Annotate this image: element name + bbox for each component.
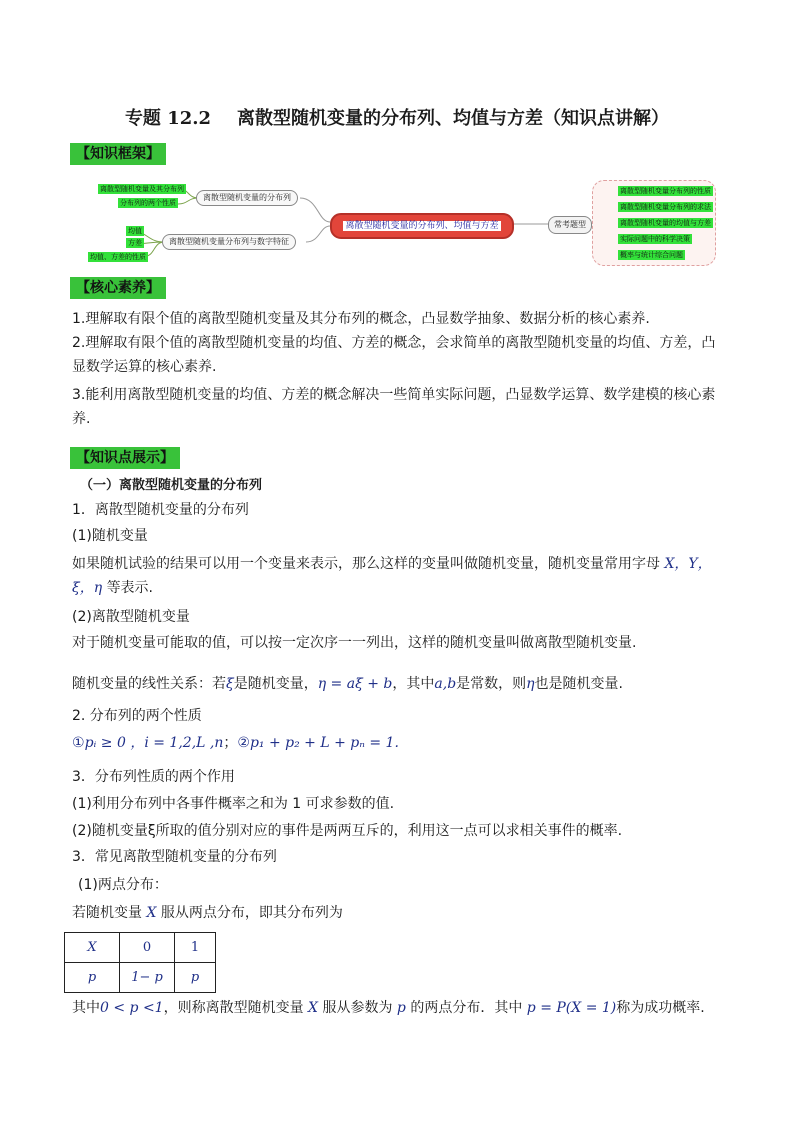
table-cell: 0	[120, 933, 175, 963]
two-point-intro	[72, 902, 343, 924]
def-X: X	[308, 1000, 319, 1016]
def-condition: 0 < p <1	[100, 1000, 164, 1016]
mind-map	[88, 176, 718, 270]
table-row	[65, 963, 216, 993]
mm-branch-2: 离散型随机变量分布列与数字特征	[162, 234, 296, 250]
use-1: (1)利用分布列中各事件概率之和为 1 可求参数的值.	[72, 796, 395, 812]
mm-leaf-3: 均值	[128, 227, 142, 235]
page-title	[0, 104, 794, 130]
prop1-formula: pᵢ ≥ 0 ，i = 1,2,L ,n	[84, 735, 224, 751]
distribution-table	[64, 932, 216, 993]
mm-leaf-2: 分布列的两个性质	[120, 199, 176, 207]
heading-1b: (2)离散型随机变量	[72, 609, 190, 625]
prop1-mark: ①	[72, 735, 85, 751]
heading-4a: (1)两点分布：	[78, 877, 168, 893]
title-text: 离散型随机变量的分布列、均值与方差（知识点讲解）	[237, 108, 670, 129]
def-text-a: 其中	[72, 1000, 100, 1016]
table-row	[65, 933, 216, 963]
section-literacy: 【核心素养】	[70, 277, 166, 299]
linear-text-b: 是随机变量，	[233, 676, 318, 692]
table-cell: 1	[175, 933, 216, 963]
sub-heading-1: （一）离散型随机变量的分布列	[80, 478, 263, 493]
def-text-e: 称为成功概率.	[616, 1000, 705, 1016]
para-discrete: 对于随机变量可能取的值，可以按一定次序一一列出，这样的随机变量叫做离散型随机变量.	[72, 635, 637, 651]
linear-text-e: 也是随机变量.	[534, 676, 623, 692]
linear-text-a: 随机变量的线性关系：若	[72, 676, 226, 692]
def-text-b: ，则称离散型随机变量	[163, 1000, 304, 1016]
mm-leaf-1: 离散型随机变量及其分布列	[100, 185, 184, 193]
heading-1: 1．离散型随机变量的分布列	[72, 502, 249, 518]
def-p: p	[396, 1000, 406, 1016]
literacy-2: 2.理解取有限个值的离散型随机变量的均值、方差的概念，会求简单的离散型随机变量的均值、方差，凸显数学运算的核心素养.	[72, 335, 716, 375]
properties-line	[72, 732, 399, 754]
two-point-X: X	[146, 905, 157, 921]
section-points: 【知识点展示】	[70, 447, 180, 469]
prop-separator: ；	[223, 735, 238, 751]
title-number: 专题 12.2	[124, 108, 212, 129]
linear-eta: η	[526, 676, 535, 692]
linear-text-d: 是常数，则	[456, 676, 527, 692]
table-cell: X	[65, 933, 120, 963]
prop2-mark: ②	[237, 735, 250, 751]
mm-exam-1: 离散型随机变量分布列的性质	[620, 187, 711, 195]
mm-exam-4: 实际问题中的科学决策	[620, 235, 690, 243]
def-eq: p = P(X = 1)	[526, 1000, 617, 1016]
linear-ab: a,b	[434, 676, 457, 692]
two-point-text-b: 服从两点分布，即其分布列为	[160, 905, 343, 921]
mm-leaf-4: 方差	[128, 239, 142, 247]
use-2: (2)随机变量ξ所取的值分别对应的事件是两两互斥的，利用这一点可以求相关事件的概率.	[72, 823, 623, 839]
mm-exam-5: 概率与统计综合问题	[620, 251, 683, 259]
mm-exam-3: 离散型随机变量的均值与方差	[620, 219, 711, 227]
linear-relation	[72, 673, 623, 695]
table-cell: 1− p	[120, 963, 175, 993]
two-point-definition	[72, 997, 705, 1019]
literacy-3: 3.能利用离散型随机变量的均值、方差的概念解决一些简单实际问题，凸显数学运算、数学建模的核心素养.	[72, 387, 716, 427]
mm-exam: 常考题型	[548, 216, 592, 234]
def-text-c: 服从参数为	[322, 1000, 393, 1016]
mm-branch-1: 离散型随机变量的分布列	[196, 190, 298, 206]
section-framework: 【知识框架】	[70, 143, 166, 165]
linear-text-c: ，其中	[392, 676, 435, 692]
linear-xi: ξ	[226, 676, 234, 692]
prop2-formula: p₁ + p₂ + L + pₙ = 1.	[249, 735, 399, 751]
literacy-1: 1.理解取有限个值的离散型随机变量及其分布列的概念，凸显数学抽象、数据分析的核心素养.	[72, 311, 650, 327]
linear-eq: η = aξ + b	[317, 676, 393, 692]
table-cell: p	[65, 963, 120, 993]
mm-exam-2: 离散型随机变量分布列的求法	[620, 203, 711, 211]
def-text-d: 的两点分布．其中	[410, 1000, 523, 1016]
para-rv-text: 如果随机试验的结果可以用一个变量来表示，那么这样的变量叫做随机变量，随机变量常用字母	[72, 556, 660, 572]
heading-1a: (1)随机变量	[72, 528, 148, 544]
para-rv-vars: X，Y，ξ，η	[72, 556, 712, 596]
heading-4: 3．常见离散型随机变量的分布列	[72, 849, 277, 865]
para-random-variable	[72, 552, 726, 600]
two-point-text-a: 若随机变量	[72, 905, 142, 921]
mm-leaf-5: 均值、方差的性质	[90, 253, 146, 261]
heading-2: 2. 分布列的两个性质	[72, 708, 202, 724]
table-cell: p	[175, 963, 216, 993]
mm-center-label: 离散型随机变量的分布列、均值与方差	[345, 221, 499, 231]
mm-center	[330, 213, 514, 239]
heading-3: 3．分布列性质的两个作用	[72, 769, 235, 785]
para-rv-end: 等表示.	[106, 580, 154, 596]
